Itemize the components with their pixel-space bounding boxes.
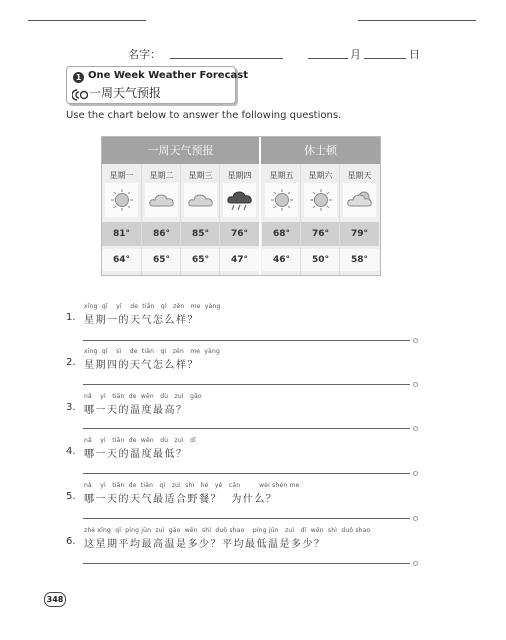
question-number: 5. (66, 491, 76, 502)
name-line[interactable] (170, 58, 283, 59)
line-end-dot (413, 471, 418, 476)
question-pinyin: nǎ yì tiān de wēn dù zuì gāo (84, 393, 202, 400)
low-temp: 47° (220, 249, 259, 271)
day-label: 日 (409, 48, 420, 61)
question-number: 2. (66, 357, 76, 368)
question-text: 星期四的天气怎么样？ (84, 360, 199, 371)
high-temp: 81° (102, 222, 141, 246)
day-column-sunday (340, 164, 379, 275)
cloud-icon (343, 183, 376, 217)
instruction-text: Use the chart below to answer the following questions. (66, 110, 342, 121)
question-pinyin: nǎ yì tiān de wēn dù zuì dī (84, 437, 196, 444)
answer-line-4[interactable] (83, 473, 410, 474)
storm-cloud-icon (223, 183, 256, 217)
question-pinyin: zhè xīng qī píng jūn zuì gāo wēn shì duō shao píng jūn zuì dī wēn shì duō shao (84, 527, 371, 534)
section-number: 1 (73, 72, 84, 83)
question-number: 4. (66, 446, 76, 457)
month-line[interactable] (308, 58, 348, 59)
cloud-icon (184, 183, 217, 217)
column-divider (300, 164, 301, 275)
answer-line-2[interactable] (83, 384, 410, 385)
question-number: 1. (66, 312, 76, 323)
day-label: 星期四 (227, 171, 252, 180)
answer-line-3[interactable] (83, 428, 410, 429)
table-title-city: 休士顿 (261, 137, 380, 164)
question-text: 哪一天的天气最适合野餐？ 为什么？ (84, 494, 278, 505)
low-temp: 50° (301, 249, 340, 271)
name-label: 名字： (128, 48, 161, 61)
sun-icon (105, 183, 138, 217)
day-line[interactable] (364, 58, 406, 59)
day-column-friday (262, 164, 301, 275)
day-label: 星期三 (188, 171, 213, 180)
day-column-tuesday (142, 164, 181, 275)
low-temp: 46° (262, 249, 301, 271)
low-temp: 58° (340, 249, 379, 271)
high-temp: 85° (181, 222, 220, 246)
question-pinyin: xīng qī yī de tiān qì zěn me yàng (84, 303, 221, 310)
question-number: 6. (66, 536, 76, 547)
column-divider (219, 164, 220, 275)
question-number: 3. (66, 402, 76, 413)
line-end-dot (413, 426, 418, 431)
column-divider (180, 164, 181, 275)
day-label: 星期天 (347, 171, 372, 180)
day-column-monday (102, 164, 141, 275)
cloud-icon (145, 183, 178, 217)
day-label: 星期一 (109, 171, 134, 180)
question-text: 这星期平均最高温是多少？平均最低温是多少？ (84, 539, 326, 550)
weather-forecast-table (101, 136, 381, 276)
audio-icon (72, 86, 88, 98)
section-title-zh: 一周天气预报 (89, 86, 162, 100)
high-temp: 79° (340, 222, 379, 246)
low-temp: 65° (142, 249, 181, 271)
day-column-wednesday (181, 164, 220, 275)
section-title-en: One Week Weather Forecast (88, 70, 248, 81)
day-label: 星期二 (149, 171, 174, 180)
high-temp: 76° (301, 222, 340, 246)
page-number: 348 (44, 592, 66, 607)
answer-line-1[interactable] (83, 340, 410, 341)
column-divider (141, 164, 142, 275)
answer-line-6[interactable] (83, 563, 410, 564)
sun-icon (304, 183, 337, 217)
line-end-dot (413, 516, 418, 521)
line-end-dot (413, 382, 418, 387)
answer-line-5[interactable] (83, 518, 410, 519)
day-column-thursday (220, 164, 259, 275)
sun-icon (265, 183, 298, 217)
low-temp: 64° (102, 249, 141, 271)
low-temp: 65° (181, 249, 220, 271)
question-pinyin: xīng qī sì de tiān qì zěn me yàng (84, 348, 221, 355)
day-label: 星期六 (308, 171, 333, 180)
week-city-divider (259, 137, 261, 275)
column-divider (339, 164, 340, 275)
question-pinyin: nǎ yì tiān de tiān qì zuì shì hé yě cān wèi shén me (84, 482, 300, 489)
month-label: 月 (350, 48, 361, 61)
question-text: 星期一的天气怎么样？ (84, 315, 199, 326)
high-temp: 76° (220, 222, 259, 246)
top-left-rule (28, 20, 146, 21)
top-right-rule (358, 20, 476, 21)
high-temp: 68° (262, 222, 301, 246)
table-title-week: 一周天气预报 (102, 137, 259, 164)
day-label: 星期五 (269, 171, 294, 180)
section-title-box (66, 66, 248, 104)
question-text: 哪一天的温度最低？ (84, 449, 188, 460)
question-text: 哪一天的温度最高？ (84, 405, 188, 416)
high-temp: 86° (142, 222, 181, 246)
day-column-saturday (301, 164, 340, 275)
line-end-dot (413, 561, 418, 566)
line-end-dot (413, 338, 418, 343)
